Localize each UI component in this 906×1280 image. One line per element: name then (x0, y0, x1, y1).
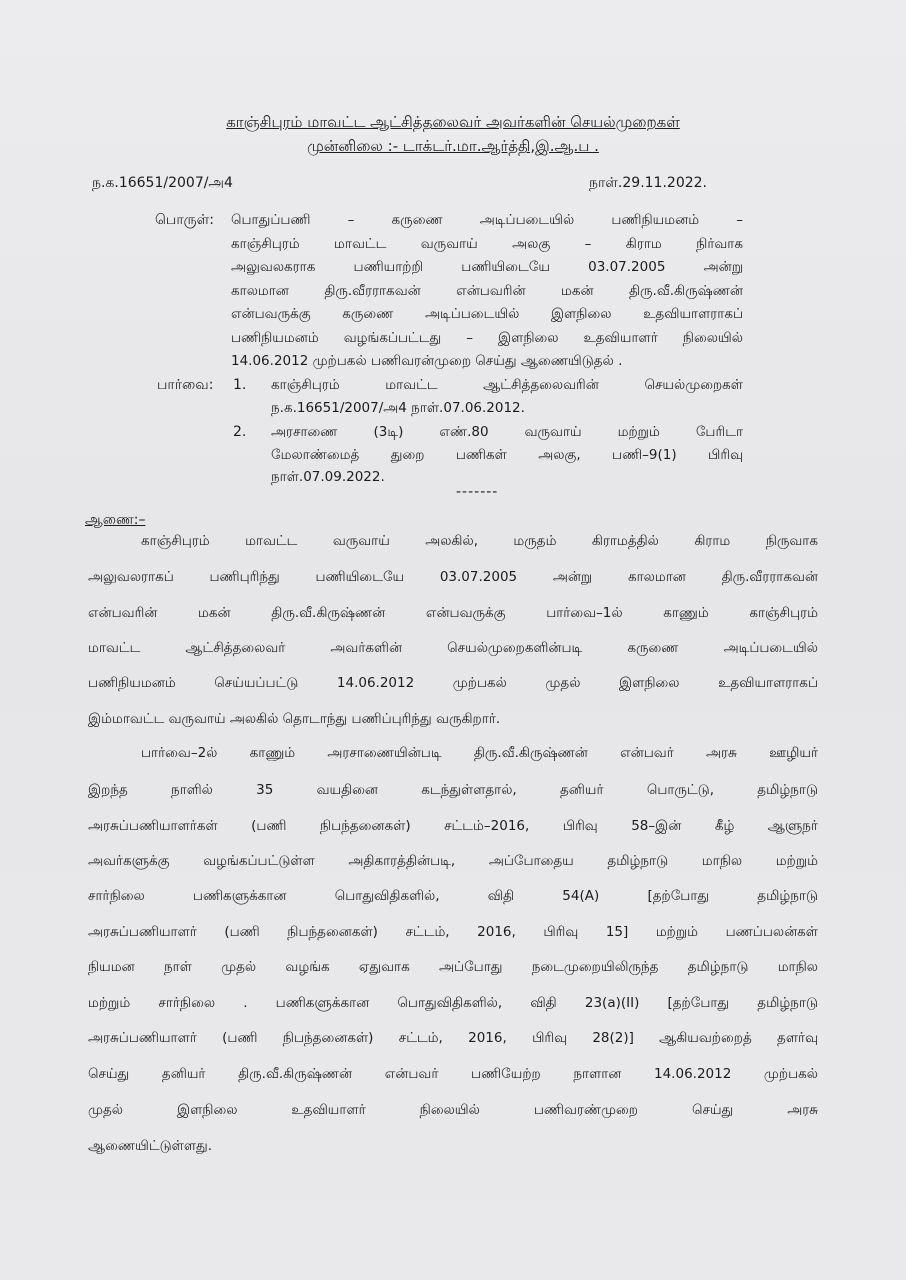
reference-item-line: காஞ்சிபுரம் மாவட்ட ஆட்சித்தலைவரின் செயல்முறைகள் (271, 377, 743, 393)
order-paragraph-line: மற்றும் சார்நிலை . பணிகளுக்கான பொதுவிதிகளில், விதி 23(a)(II) [தற்போது தமிழ்நாடு (88, 995, 818, 1011)
order-paragraph-line: பணிநியமனம் செய்யப்பட்டு 14.06.2012 முற்பகல் முதல் இளநிலை உதவியாளராகப் (88, 675, 818, 691)
reference-item-line: நாள்.07.09.2022. (271, 469, 385, 485)
reference-item-line: ந.க.16651/2007/அ4 நாள்.07.06.2012. (271, 400, 525, 416)
subject-line: 14.06.2012 முற்பகல் பணிவரன்முறை செய்து ஆணையிடுதல் . (231, 353, 623, 369)
order-paragraph-line: காஞ்சிபுரம் மாவட்ட வருவாய் அலகில், மருதம் கிராமத்தில் கிராம நிருவாக (141, 533, 818, 549)
presence-line: முன்னிலை :- டாக்டர்.மா.ஆர்த்தி,இ.ஆ.ப . (307, 137, 599, 155)
reference-item-number: 2. (233, 424, 247, 440)
order-paragraph-line: என்பவரின் மகன் திரு.வீ.கிருஷ்ணன் என்பவருக்கு பார்வை–1ல் காணும் காஞ்சிபுரம் (88, 605, 818, 621)
order-paragraph-line: அரசுப்பணியாளர் (பணி நிபந்தனைகள்) சட்டம், 2016, பிரிவு 28(2)] ஆகியவற்றைத் தளர்வு (88, 1030, 818, 1046)
order-paragraph-line: அலுவலராகப் பணிபுரிந்து பணியிடையே 03.07.2005 அன்று காலமான திரு.வீரராகவன் (88, 569, 818, 585)
separator: ------- (456, 484, 499, 500)
document-title: காஞ்சிபுரம் மாவட்ட ஆட்சித்தலைவர் அவர்களின் செயல்முறைகள் (226, 113, 680, 131)
order-paragraph-line: அவர்களுக்கு வழங்கப்பட்டுள்ள அதிகாரத்தின்படி, அப்போதைய தமிழ்நாடு மாநில மற்றும் (88, 853, 818, 869)
order-paragraph-line: அரசுப்பணியாளர் (பணி நிபந்தனைகள்) சட்டம், 2016, பிரிவு 15] மற்றும் பணப்பலன்கள் (88, 924, 818, 940)
order-paragraph-line: மாவட்ட ஆட்சித்தலைவர் அவர்களின் செயல்முறைகளின்படி கருணை அடிப்படையில் (88, 640, 818, 656)
order-paragraph-line: நியமன நாள் முதல் வழங்க ஏதுவாக அப்போது நடைமுறையிலிருந்த தமிழ்நாடு மாநில (88, 959, 818, 975)
order-paragraph-line: பார்வை–2ல் காணும் அரசாணையின்படி திரு.வீ.கிருஷ்ணன் என்பவர் அரசு ஊழியர் (141, 745, 818, 761)
reference-item-line: அரசாணை (3டி) எண்.80 வருவாய் மற்றும் பேரிடா (271, 424, 743, 440)
order-paragraph-line: செய்து தனியர் திரு.வீ.கிருஷ்ணன் என்பவர் பணியேற்ற நாளான 14.06.2012 முற்பகல் (88, 1066, 818, 1082)
order-paragraph-line: சார்நிலை பணிகளுக்கான பொதுவிதிகளில், விதி 54(A) [தற்போது தமிழ்நாடு (88, 888, 818, 904)
order-paragraph-line: முதல் இளநிலை உதவியாளர் நிலையில் பணிவரண்முறை செய்து அரசு (88, 1102, 818, 1118)
order-paragraph-line: இறந்த நாளில் 35 வயதினை கடந்துள்ளதால், தனியர் பொருட்டு, தமிழ்நாடு (88, 782, 818, 798)
subject-line: அலுவலகராக பணியாற்றி பணியிடையே 03.07.2005 அன்று (231, 259, 743, 275)
references-label: பார்வை: (157, 377, 214, 393)
subject-line: பொதுப்பணி – கருணை அடிப்படையில் பணிநியமனம் – (231, 212, 743, 228)
subject-label: பொருள்: (155, 212, 214, 228)
subject-line: என்பவருக்கு கருணை அடிப்படையில் இளநிலை உதவியாளராகப் (231, 306, 743, 322)
order-paragraph-line: ஆணையிட்டுள்ளது. (88, 1138, 213, 1154)
subject-line: பணிநியமனம் வழங்கப்பட்டது – இளநிலை உதவியாளர் நிலையில் (231, 330, 743, 346)
subject-line: காலமான திரு.வீரராகவன் என்பவரின் மகன் திரு.வீ.கிருஷ்ணன் (231, 283, 743, 299)
reference-number: ந.க.16651/2007/அ4 (92, 175, 233, 191)
reference-item-line: மேலாண்மைத் துறை பணிகள் அலகு, பணி–9(1) பிரிவு (271, 447, 743, 463)
order-paragraph-line: அரசுப்பணியாளர்கள் (பணி நிபந்தனைகள்) சட்டம்–2016, பிரிவு 58–இன் கீழ் ஆளுநர் (88, 818, 818, 834)
reference-item-number: 1. (233, 377, 247, 393)
subject-line: காஞ்சிபுரம் மாவட்ட வருவாய் அலகு – கிராம நிர்வாக (231, 236, 743, 252)
order-label: ஆணை:– (85, 512, 146, 528)
order-date: நாள்.29.11.2022. (589, 175, 707, 191)
order-paragraph-line: இம்மாவட்ட வருவாய் அலகில் தொடாந்து பணிப்புரிந்து வருகிறார். (88, 711, 501, 727)
